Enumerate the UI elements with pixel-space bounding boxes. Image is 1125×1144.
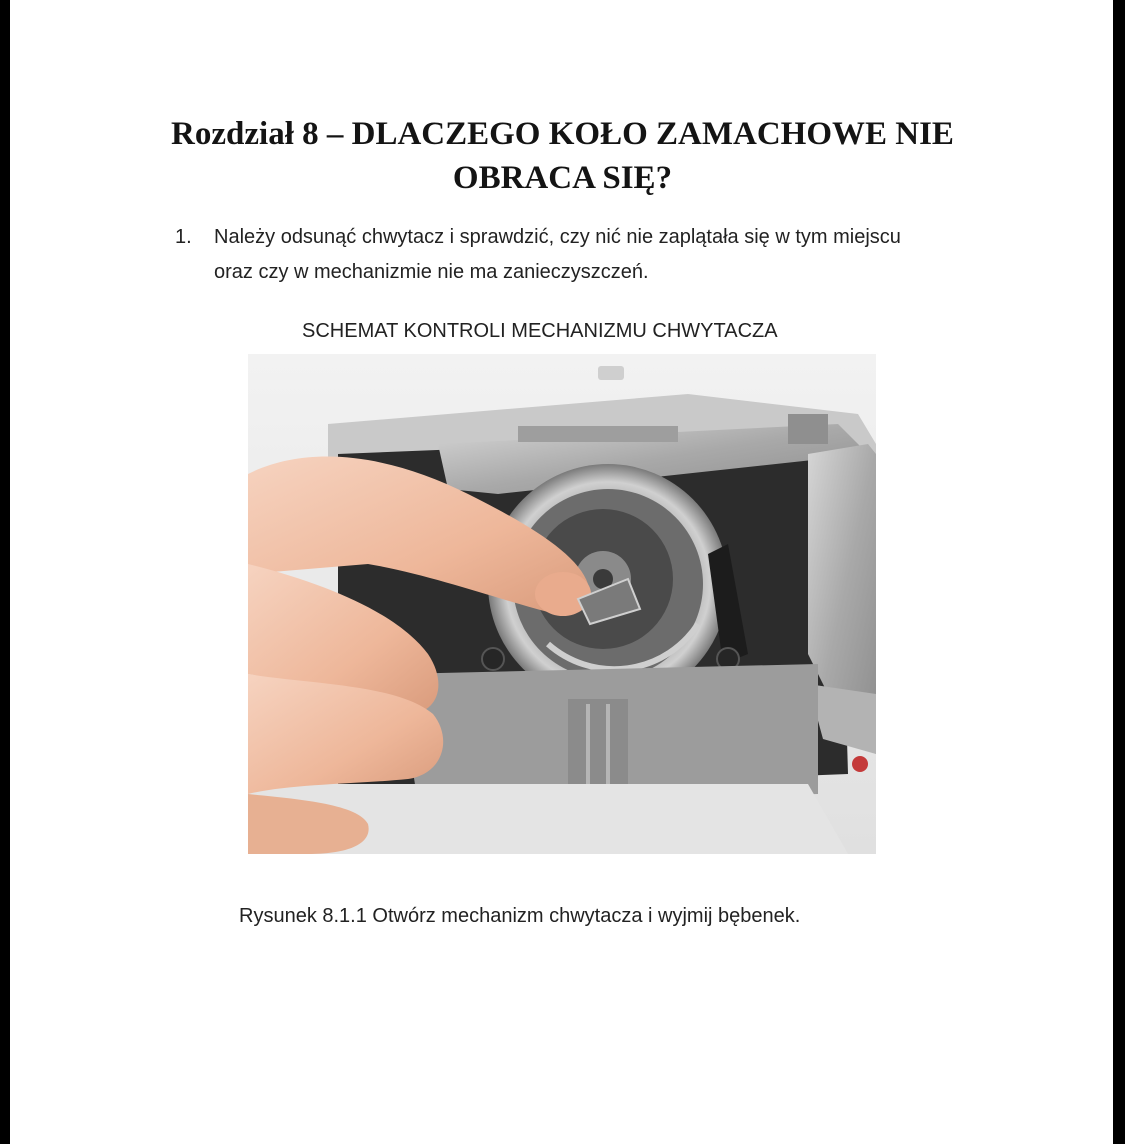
document-page	[10, 0, 1113, 1144]
photo-illustration	[248, 354, 876, 854]
chapter-title-line-2: OBRACA SIĘ?	[452, 160, 673, 196]
red-detail	[852, 756, 868, 772]
chapter-title	[10, 112, 1113, 200]
top-clip	[598, 366, 624, 380]
screw-left	[482, 648, 504, 670]
step-text-line-2: oraz czy w mechanizmie nie ma zanieczyszczeń.	[214, 261, 649, 283]
figure-heading: SCHEMAT KONTROLI MECHANIZMU CHWYTACZA	[302, 320, 778, 342]
figure-caption: Rysunek 8.1.1 Otwórz mechanizm chwytacza i wyjmij bębenek.	[239, 905, 801, 927]
step-number: 1.	[175, 226, 192, 248]
hook-mechanism-photo	[248, 354, 876, 854]
chapter-title-line-1: Rozdział 8 – DLACZEGO KOŁO ZAMACHOWE NIE	[171, 116, 954, 152]
cover-latch	[568, 699, 628, 789]
step-text	[214, 220, 1014, 290]
frame-clip	[788, 414, 828, 444]
feed-dog	[518, 426, 678, 442]
step-text-line-1: Należy odsunąć chwytacz i sprawdzić, czy nić nie zaplątała się w tym miejscu	[214, 226, 901, 248]
